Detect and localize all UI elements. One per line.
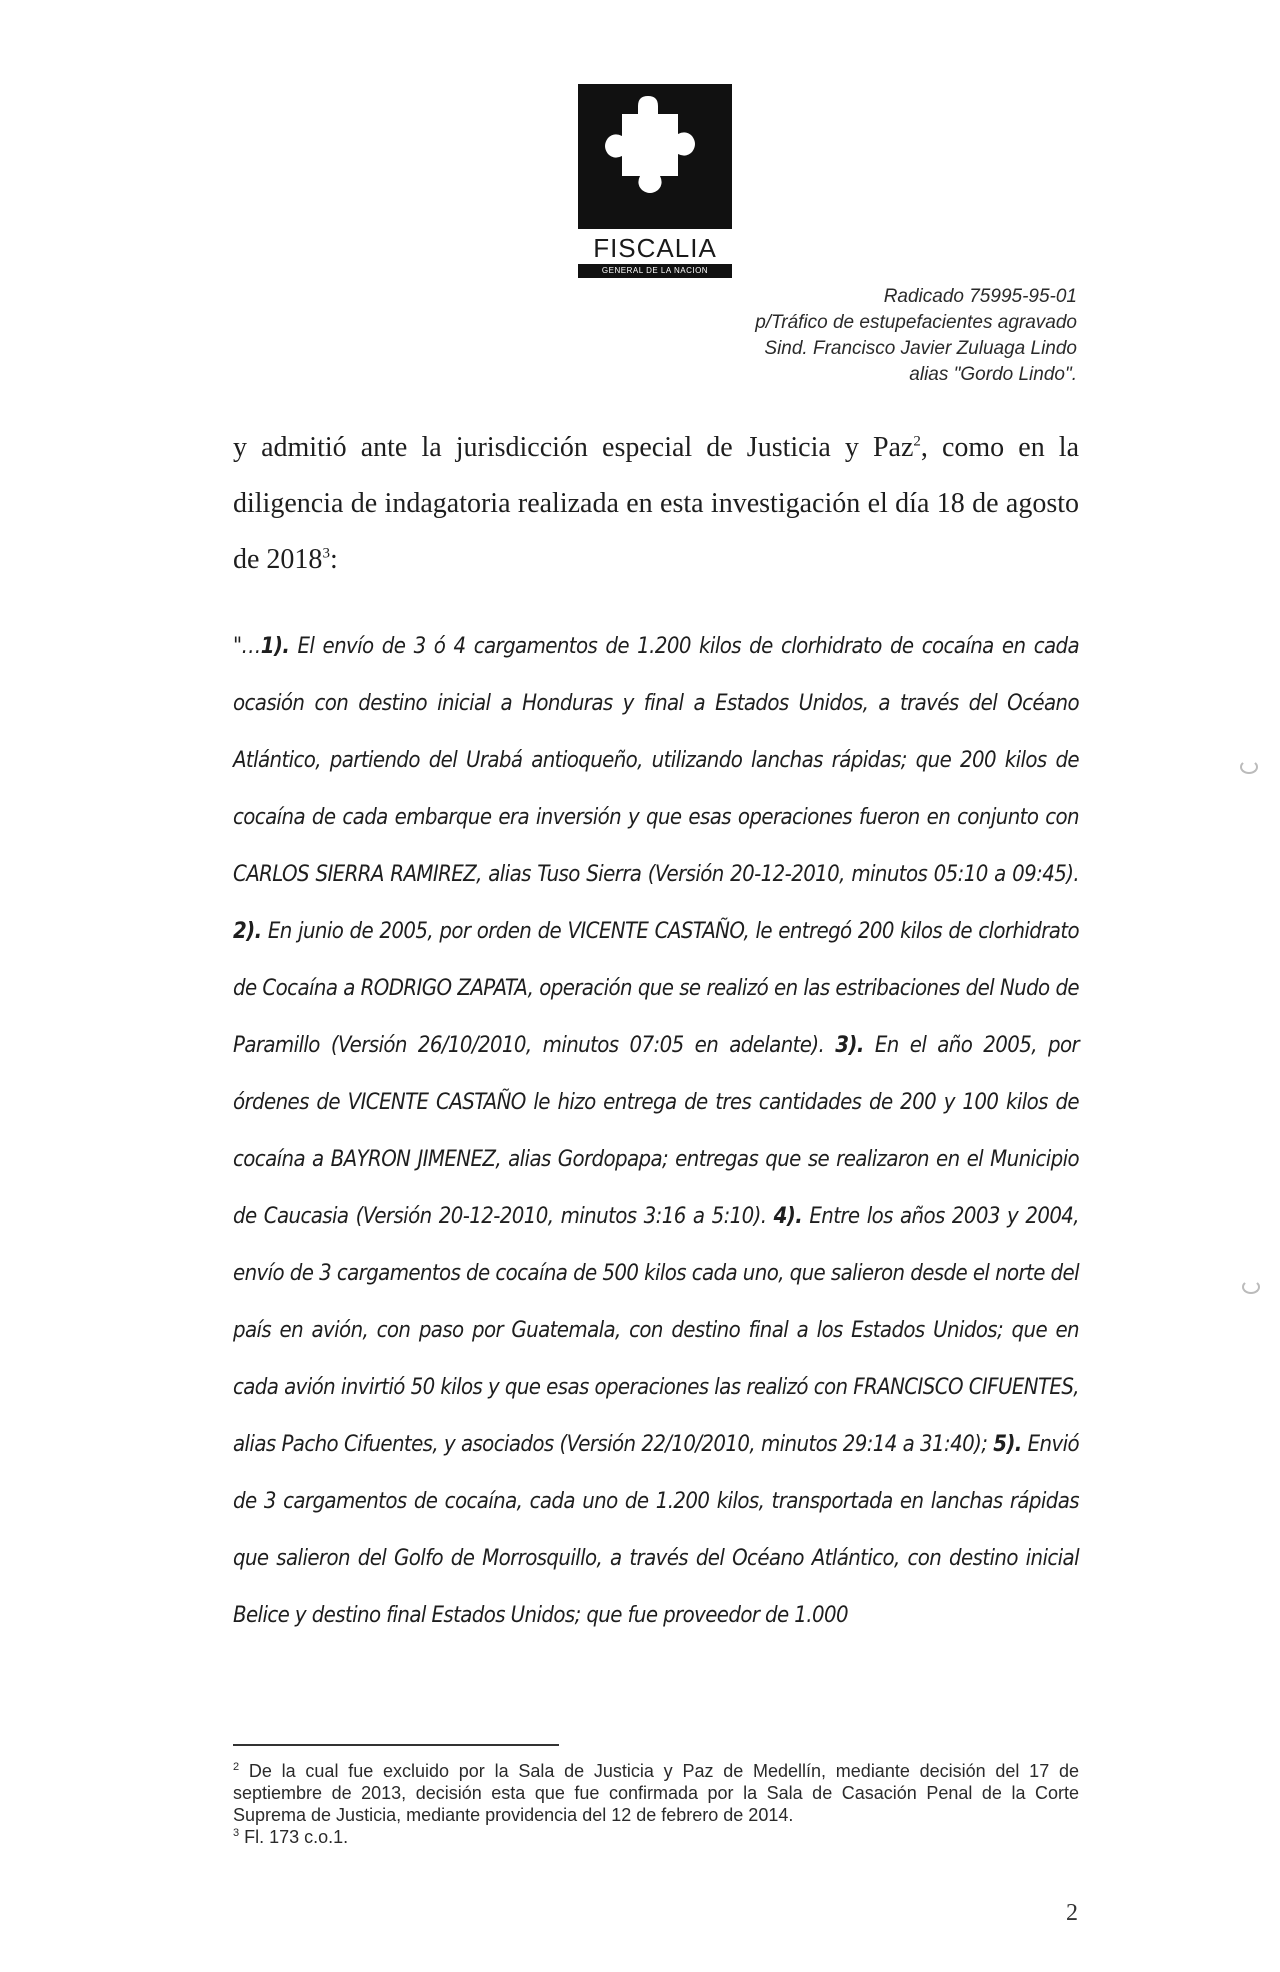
intro-text: , como en la diligencia de indagatoria realizada en esta investigación el día 18 de agosto de 2018 [233,432,1079,575]
puzzle-piece-icon [578,84,732,229]
footnote-divider [233,1744,559,1746]
scan-speck [1240,760,1258,774]
footnote [233,1760,1079,1826]
footnote-marker: 3 [233,1827,240,1839]
footnote-marker: 2 [233,1761,240,1773]
item-text: El envío de 3 ó 4 cargamentos de 1.200 kilos de clorhidrato de cocaína en cada ocasión con destino inicial a Honduras y final a Estados Unidos, a través del Océano Atlántico, partiendo del Urabá antioqueño, utilizando lanchas rápidas; que 200 kilos de cocaína de cada embarque era inversión y que esas operaciones fueron en conjunto con CARLOS SIERRA RAMIREZ, alias Tuso Sierra (Versión 20-12-2010, minutos 05:10 a 09:45). [233,634,1079,887]
footnotes [233,1760,1079,1848]
item-text: En el año 2005, por órdenes de VICENTE CASTAÑO le hizo entrega de tres cantidades de 200 y 100 kilos de cocaína a BAYRON JIMENEZ, alias Gordopapa; entregas que se realizaron en el Municipio de Caucasia (Versión 20-12-2010, minutos 3:16 a 5:10). [233,1033,1079,1229]
fiscalia-logo [578,84,732,278]
intro-text: : [329,544,338,575]
intro-paragraph [233,420,1079,588]
quoted-testimony [233,618,1079,1644]
item-number: 3). [835,1033,864,1058]
item-number: 5). [993,1432,1022,1457]
footnote-text: Fl. 173 c.o.1. [239,1827,349,1847]
item-text: Envió de 3 cargamentos de cocaína, cada uno de 1.200 kilos, transportada en lanchas rápidas que salieron del Golfo de Morrosquillo, a través del Océano Atlántico, con destino inicial Belice y destino final Estados Unidos; que fue proveedor de 1.000 [233,1432,1079,1628]
quote-opening: "… [233,634,261,659]
page-number: 2 [1066,1900,1078,1926]
item-number: 1). [260,634,290,659]
item-number: 2). [233,919,262,944]
scan-speck [1242,1280,1260,1294]
case-header-line: Radicado 75995-95-01 [883,286,1077,307]
logo-subtitle: GENERAL DE LA NACION [578,264,732,278]
case-header [755,284,1077,388]
footnote-text: De la cual fue excluido por la Sala de Justicia y Paz de Medellín, mediante decisión del 17 de septiembre de 2013, decisión esta que fue confirmada por la Sala de Casación Penal de la Corte Suprema de Justicia, mediante providencia del 12 de febrero de 2014. [233,1761,1079,1825]
case-header-line: Sind. Francisco Javier Zuluaga Lindo [764,338,1077,359]
footnote [233,1826,1079,1848]
item-number: 4). [773,1204,803,1229]
case-header-line: p/Tráfico de estupefacientes agravado [755,312,1077,333]
footnote-ref: 2 [913,433,921,450]
logo-name: FISCALIA [593,233,717,263]
case-header-line: alias "Gordo Lindo". [909,364,1077,385]
footnote-ref: 3 [322,545,330,562]
item-text: En junio de 2005, por orden de VICENTE CASTAÑO, le entregó 200 kilos de clorhidrato de Cocaína a RODRIGO ZAPATA, operación que se realizó en las estribaciones del Nudo de Paramillo (Versión 26/10/2010, minutos 07:05 en adelante). [233,919,1079,1058]
intro-text: y admitió ante la jurisdicción especial de Justicia y Paz [233,432,914,463]
item-text: Entre los años 2003 y 2004, envío de 3 cargamentos de cocaína de 500 kilos cada uno, que salieron desde el norte del país en avión, con paso por Guatemala, con destino final a los Estados Unidos; que en cada avión invirtió 50 kilos y que esas operaciones las realizó con FRANCISCO CIFUENTES, alias Pacho Cifuentes, y asociados (Versión 22/10/2010, minutos 29:14 a 31:40); [233,1204,1079,1457]
